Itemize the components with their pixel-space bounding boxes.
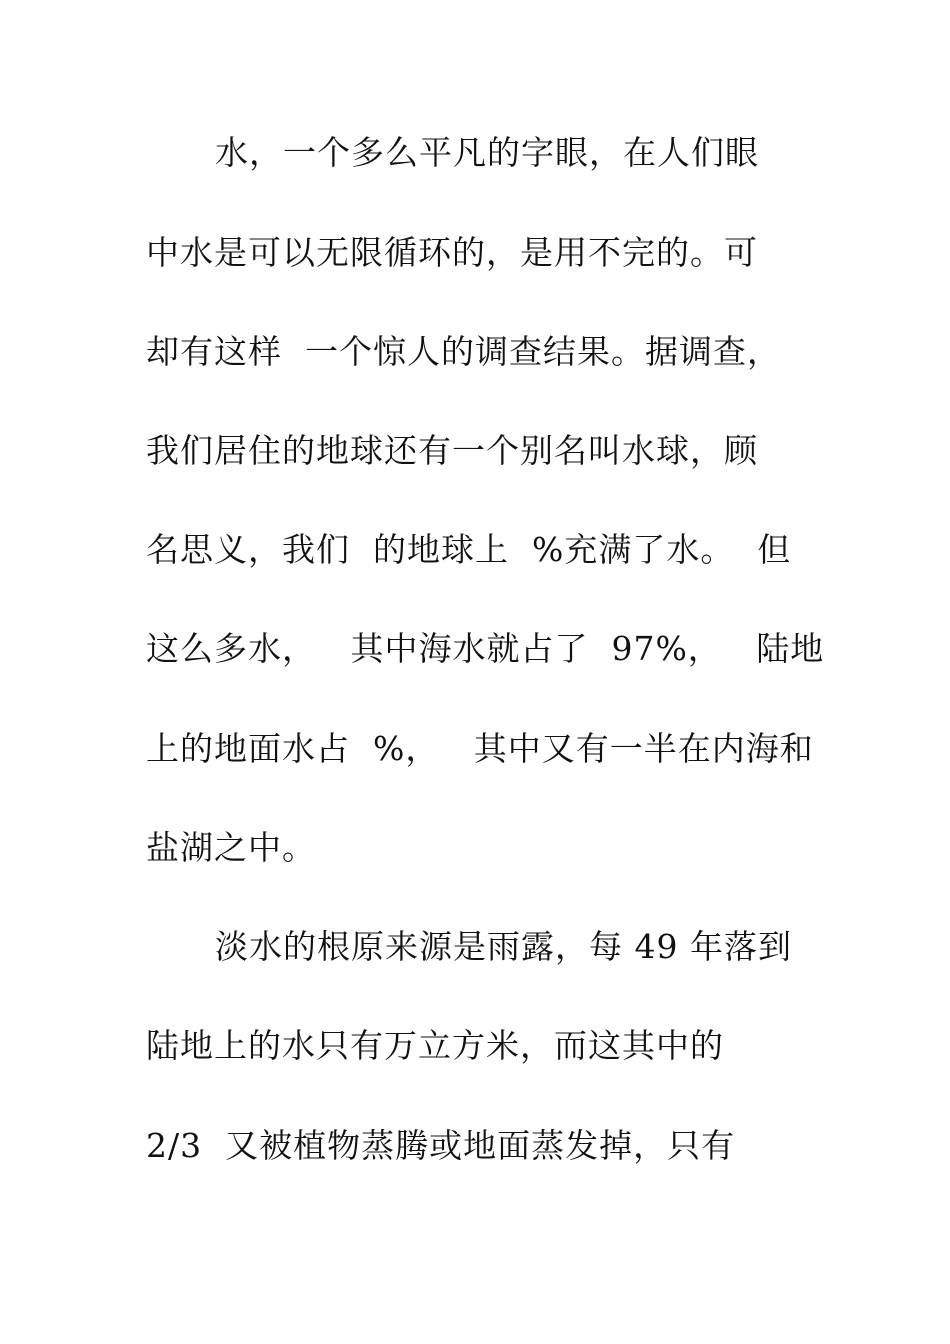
paragraph-1-line-6: 这么多水， 其中海水就占了 97%， 陆地 [146,629,825,668]
paragraph-2-line-1: 淡水的根原来源是雨露，每 49 年落到 [215,927,792,966]
paragraph-1-line-4: 我们居住的地球还有一个别名叫水球，顾 [146,431,758,470]
paragraph-1-line-8: 盐湖之中。 [146,828,316,867]
paragraph-1-line-3: 却有这样 一个惊人的调查结果。据调查， [146,332,781,371]
paragraph-2-line-2: 陆地上的水只有万立方米，而这其中的 [146,1026,724,1065]
paragraph-1-line-5: 名思义，我们 的地球上 %充满了水。 但 [146,530,792,569]
paragraph-1-line-7: 上的地面水占 %， 其中又有一半在内海和 [146,729,814,768]
paragraph-1-line-1: 水，一个多么平凡的字眼，在人们眼 [215,133,759,172]
paragraph-2-line-3: 2/3 又被植物蒸腾或地面蒸发掉，只有 [146,1126,736,1165]
paragraph-1-line-2: 中水是可以无限循环的，是用不完的。可 [146,233,758,272]
